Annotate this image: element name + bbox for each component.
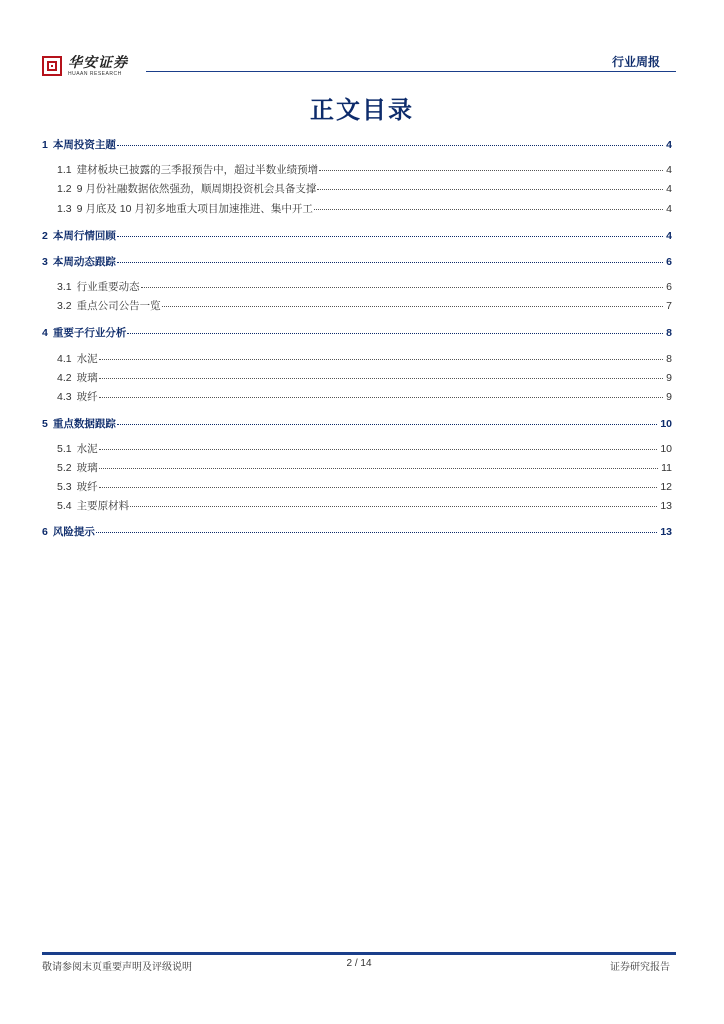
toc-entry-number: 4.2 — [57, 372, 72, 384]
toc-entry-title: 重要子行业分析 — [52, 327, 127, 339]
toc-entry[interactable] — [42, 162, 672, 177]
toc-entry-title: 9 月份社融数据依然强劲，顺周期投资机会具备支撑 — [76, 183, 317, 195]
toc-entry-title: 水泥 — [76, 353, 98, 365]
toc-entry-page: 4 — [666, 139, 672, 151]
page-footer — [42, 958, 676, 972]
toc-leader-dots — [117, 135, 663, 146]
toc-entry-page: 12 — [660, 481, 672, 493]
company-logo — [42, 56, 128, 77]
toc-entry-number: 5.2 — [57, 462, 72, 474]
toc-entry-number: 5.1 — [57, 443, 72, 455]
toc-entry-number: 1.3 — [57, 203, 72, 215]
footer-rule — [42, 952, 676, 955]
toc-entry[interactable] — [42, 524, 672, 539]
toc-entry-page: 6 — [666, 256, 672, 268]
toc-entry-title: 玻璃 — [76, 372, 98, 384]
toc-entry[interactable] — [42, 479, 672, 494]
toc-entry-title: 本周行情回顾 — [52, 230, 116, 242]
toc-entry-title: 重点公司公告一览 — [76, 300, 161, 312]
toc-leader-dots — [99, 458, 658, 469]
toc-entry-page: 13 — [660, 526, 672, 538]
toc-entry-number: 5 — [42, 418, 48, 430]
disclaimer-note: 敬请参阅末页重要声明及评级说明 — [42, 962, 192, 973]
toc-entry-title: 行业重要动态 — [76, 281, 140, 293]
toc-entry-title: 主要原材料 — [76, 500, 130, 512]
toc-entry-title: 玻纤 — [76, 391, 98, 403]
toc-entry-title: 风险提示 — [52, 526, 95, 538]
toc-leader-dots — [319, 160, 663, 171]
toc-entry[interactable] — [42, 254, 672, 269]
toc-entry[interactable] — [42, 201, 672, 216]
toc-entry-number: 1 — [42, 139, 48, 151]
toc-entry[interactable] — [42, 416, 672, 431]
toc-entry[interactable] — [42, 498, 672, 513]
toc-entry-page: 4 — [666, 230, 672, 242]
toc-entry-page: 7 — [666, 300, 672, 312]
toc-leader-dots — [96, 522, 657, 533]
toc-entry[interactable] — [42, 389, 672, 404]
toc-entry-page: 4 — [666, 183, 672, 195]
logo-seal-icon — [42, 56, 62, 76]
toc-entry-page: 9 — [666, 372, 672, 384]
toc-entry[interactable] — [42, 370, 672, 385]
toc-entry-title: 玻璃 — [76, 462, 98, 474]
logo-en-text: HUAAN RESEARCH — [68, 71, 122, 77]
toc-entry-number: 1.1 — [57, 164, 72, 176]
toc-entry[interactable] — [42, 460, 672, 475]
toc-leader-dots — [141, 277, 664, 288]
report-type-tag: 行业周报 — [611, 55, 660, 69]
page-title: 正文目录 — [310, 96, 414, 124]
toc-entry[interactable] — [42, 325, 672, 340]
toc-entry-title: 本周动态跟踪 — [52, 256, 116, 268]
toc-entry-page: 9 — [666, 391, 672, 403]
toc-leader-dots — [314, 199, 663, 210]
toc-entry-title: 9 月底及 10 月初多地重大项目加速推进、集中开工 — [76, 203, 313, 215]
toc-leader-dots — [99, 439, 658, 450]
toc-entry-number: 3.2 — [57, 300, 72, 312]
page-number: 2 / 14 — [346, 958, 372, 969]
toc-entry-page: 11 — [661, 462, 672, 474]
toc-entry-page: 10 — [660, 443, 672, 455]
toc-leader-dots — [130, 496, 657, 507]
toc-leader-dots — [117, 226, 663, 237]
toc-leader-dots — [99, 368, 664, 379]
toc-leader-dots — [317, 179, 663, 190]
header-rule — [146, 71, 676, 72]
toc-entry-page: 6 — [666, 281, 672, 293]
toc-entry-title: 水泥 — [76, 443, 98, 455]
page-header — [42, 50, 676, 82]
toc-entry[interactable] — [42, 441, 672, 456]
toc-entry[interactable] — [42, 137, 672, 152]
toc-entry-number: 6 — [42, 526, 48, 538]
toc-entry-title: 玻纤 — [76, 481, 98, 493]
toc-entry[interactable] — [42, 351, 672, 366]
toc-entry-number: 5.3 — [57, 481, 72, 493]
toc-leader-dots — [127, 323, 663, 334]
toc-leader-dots — [99, 477, 658, 488]
toc-entry[interactable] — [42, 279, 672, 294]
toc-entry-page: 10 — [660, 418, 672, 430]
toc-entry[interactable] — [42, 228, 672, 243]
report-category: 证券研究报告 — [610, 962, 670, 973]
toc-entry-number: 4 — [42, 327, 48, 339]
toc-entry-page: 8 — [666, 327, 672, 339]
toc-entry-title: 建材板块已披露的三季报预告中，超过半数业绩预增 — [76, 164, 319, 176]
toc-entry-number: 2 — [42, 230, 48, 242]
toc-entry-page: 13 — [660, 500, 672, 512]
toc-entry-page: 8 — [666, 353, 672, 365]
toc-entry[interactable] — [42, 181, 672, 196]
toc-entry-number: 1.2 — [57, 183, 72, 195]
toc-entry-number: 4.1 — [57, 353, 72, 365]
toc-entry-page: 4 — [666, 164, 672, 176]
toc-entry-title: 本周投资主题 — [52, 139, 116, 151]
toc-leader-dots — [162, 296, 664, 307]
toc-entry-title: 重点数据跟踪 — [52, 418, 116, 430]
toc-entry-number: 5.4 — [57, 500, 72, 512]
logo-cn-text: 华安证券 — [68, 55, 128, 71]
toc-entry-number: 4.3 — [57, 391, 72, 403]
toc-leader-dots — [99, 387, 664, 398]
toc-leader-dots — [99, 349, 664, 360]
toc-entry-page: 4 — [666, 203, 672, 215]
toc-leader-dots — [117, 414, 657, 425]
toc-entry-number: 3.1 — [57, 281, 72, 293]
toc-entry[interactable] — [42, 298, 672, 313]
toc-leader-dots — [117, 252, 663, 263]
toc-entry-number: 3 — [42, 256, 48, 268]
